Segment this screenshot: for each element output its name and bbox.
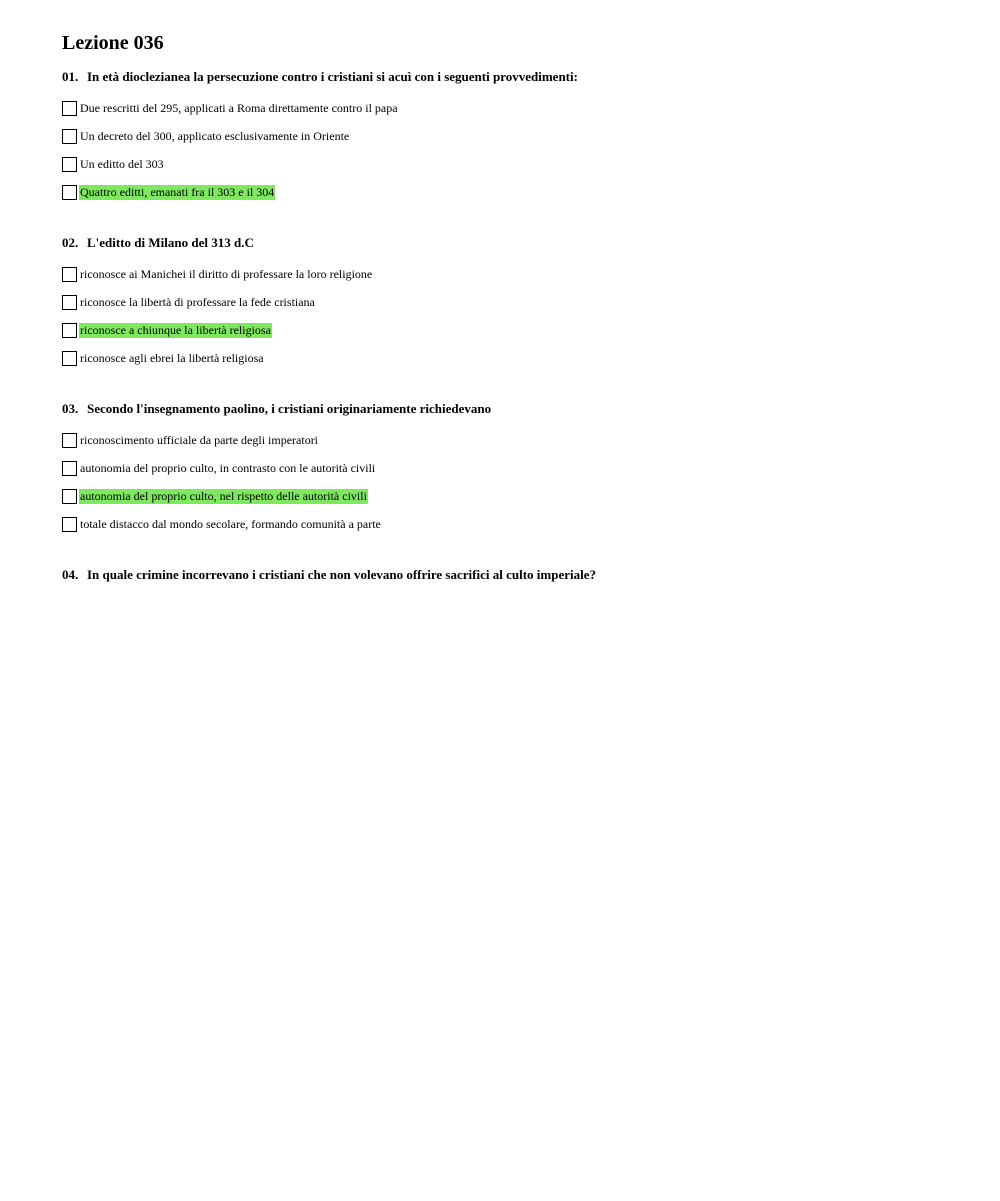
- question-text: [62, 68, 962, 85]
- answer-label: autonomia del proprio culto, in contrasto con le autorità civili: [80, 460, 376, 475]
- question-text: [62, 400, 962, 417]
- answer-checkbox[interactable]: [62, 267, 77, 282]
- answer-option[interactable]: [62, 122, 962, 150]
- question-block: [62, 68, 962, 206]
- answer-checkbox[interactable]: [62, 433, 77, 448]
- answer-checkbox[interactable]: [62, 101, 77, 116]
- answer-label: Un decreto del 300, applicato esclusivamente in Oriente: [80, 128, 350, 143]
- answer-checkbox[interactable]: [62, 351, 77, 366]
- answer-label: totale distacco dal mondo secolare, formando comunità a parte: [80, 516, 381, 531]
- answer-checkbox[interactable]: [62, 185, 77, 200]
- question-prompt: L'editto di Milano del 313 d.C: [87, 235, 254, 250]
- answer-option[interactable]: [62, 454, 962, 482]
- answer-option[interactable]: [62, 316, 962, 344]
- answer-checkbox[interactable]: [62, 323, 77, 338]
- correct-answer-label: Quattro editti, emanati fra il 303 e il 304: [80, 184, 275, 199]
- question-number: 03.: [62, 401, 79, 416]
- answer-checkbox[interactable]: [62, 489, 77, 504]
- answer-checkbox[interactable]: [62, 295, 77, 310]
- answer-option[interactable]: [62, 260, 962, 288]
- question-text: [62, 566, 962, 583]
- answer-checkbox[interactable]: [62, 157, 77, 172]
- answer-checkbox[interactable]: [62, 461, 77, 476]
- answer-option[interactable]: [62, 344, 962, 372]
- question-number: 02.: [62, 235, 79, 250]
- question-prompt: In quale crimine incorrevano i cristiani che non volevano offrire sacrifici al culto imperiale?: [87, 567, 596, 582]
- question-number: 04.: [62, 567, 79, 582]
- answer-label: Due rescritti del 295, applicati a Roma direttamente contro il papa: [80, 100, 398, 115]
- question-block: [62, 400, 962, 538]
- answer-label: Un editto del 303: [80, 156, 164, 171]
- answer-label: riconoscimento ufficiale da parte degli imperatori: [80, 432, 319, 447]
- question-block: [62, 234, 962, 372]
- answer-label: riconosce ai Manichei il diritto di professare la loro religione: [80, 266, 373, 281]
- question-block: [62, 566, 962, 583]
- page-title: Lezione 036: [62, 32, 164, 54]
- question-prompt: In età dioclezianea la persecuzione contro i cristiani si acuì con i seguenti provvedimenti:: [87, 69, 578, 84]
- answer-checkbox[interactable]: [62, 129, 77, 144]
- correct-answer-label: autonomia del proprio culto, nel rispetto delle autorità civili: [80, 488, 367, 503]
- correct-answer-label: riconosce a chiunque la libertà religiosa: [80, 322, 271, 337]
- answer-label: riconosce la libertà di professare la fede cristiana: [80, 294, 315, 309]
- question-number: 01.: [62, 69, 79, 84]
- answer-options: [62, 94, 962, 206]
- question-prompt: Secondo l'insegnamento paolino, i cristiani originariamente richiedevano: [87, 401, 492, 416]
- answer-option[interactable]: [62, 510, 962, 538]
- question-text: [62, 234, 962, 251]
- answer-option[interactable]: [62, 150, 962, 178]
- answer-option[interactable]: [62, 178, 962, 206]
- answer-option[interactable]: [62, 426, 962, 454]
- answer-options: [62, 260, 962, 372]
- answer-option[interactable]: [62, 288, 962, 316]
- answer-option[interactable]: [62, 482, 962, 510]
- answer-options: [62, 426, 962, 538]
- answer-label: riconosce agli ebrei la libertà religiosa: [80, 350, 264, 365]
- answer-option[interactable]: [62, 94, 962, 122]
- document-page: [62, 30, 962, 583]
- answer-checkbox[interactable]: [62, 517, 77, 532]
- question-list: [62, 68, 962, 583]
